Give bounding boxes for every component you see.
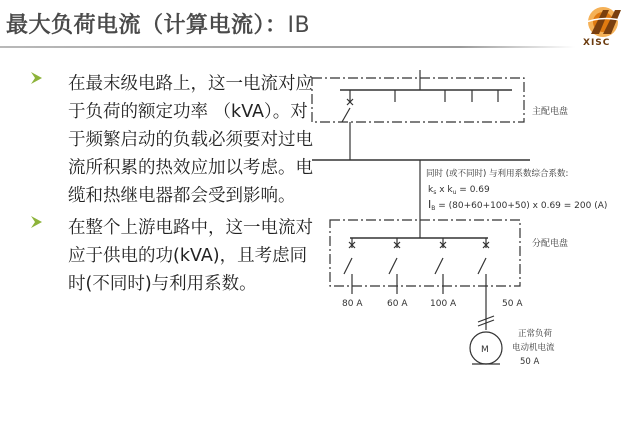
motor-letter: M [481,345,489,355]
sub-panel-box [330,220,520,286]
main-panel-box [312,78,524,122]
bottom-bar [0,411,640,425]
bullet-list [24,70,314,302]
title-divider [0,46,575,48]
branch-current-2: 60 A [387,299,408,309]
slide-title [6,8,310,39]
current-formula: $I_B = (80+60+100+50)$ x 0.69 = 200 (A) [428,198,608,212]
bullet-text-2: 在整个上游电路中，这一电流对应于供电的功(kVA)，且考虑同时(不同时)与利用系数。 [68,218,313,294]
branch-current-3: 100 A [430,299,457,309]
slide-title-symbol: IB [287,13,311,38]
bullet-arrow-icon [30,214,44,230]
motor-label-1: 正常负荷 [518,329,553,339]
sub-panel-label: 分配电盘 [532,239,569,249]
coefficient-title: 同时 (或不同时) 与利用系数综合系数: [426,169,569,179]
slide-title-text: 最大负荷电流（计算电流）： [6,13,288,38]
motor-label-3: 50 A [520,357,540,367]
bullet-item-1 [24,70,314,210]
coefficient-formula: $k_s$ x $k_u = 0.69$ [428,185,490,196]
title-bar [0,0,640,52]
branch-current-1: 80 A [342,299,363,309]
bullet-text-1: 在最末级电路上，这一电流对应于负荷的额定功率 （kVA）。对于频繁启动的负载必须要对过电流所积累的热效应加以考虑。电缆和热继电器都会受到影响。 [68,74,313,206]
motor-label-2: 电动机电流 [512,343,555,353]
branch-current-4: 50 A [502,299,523,309]
bullet-arrow-icon [30,70,44,86]
logo-text: XISC [583,38,611,48]
bullet-item-2 [24,214,314,298]
main-panel-label: 主配电盘 [532,107,569,117]
distribution-diagram [300,60,640,400]
